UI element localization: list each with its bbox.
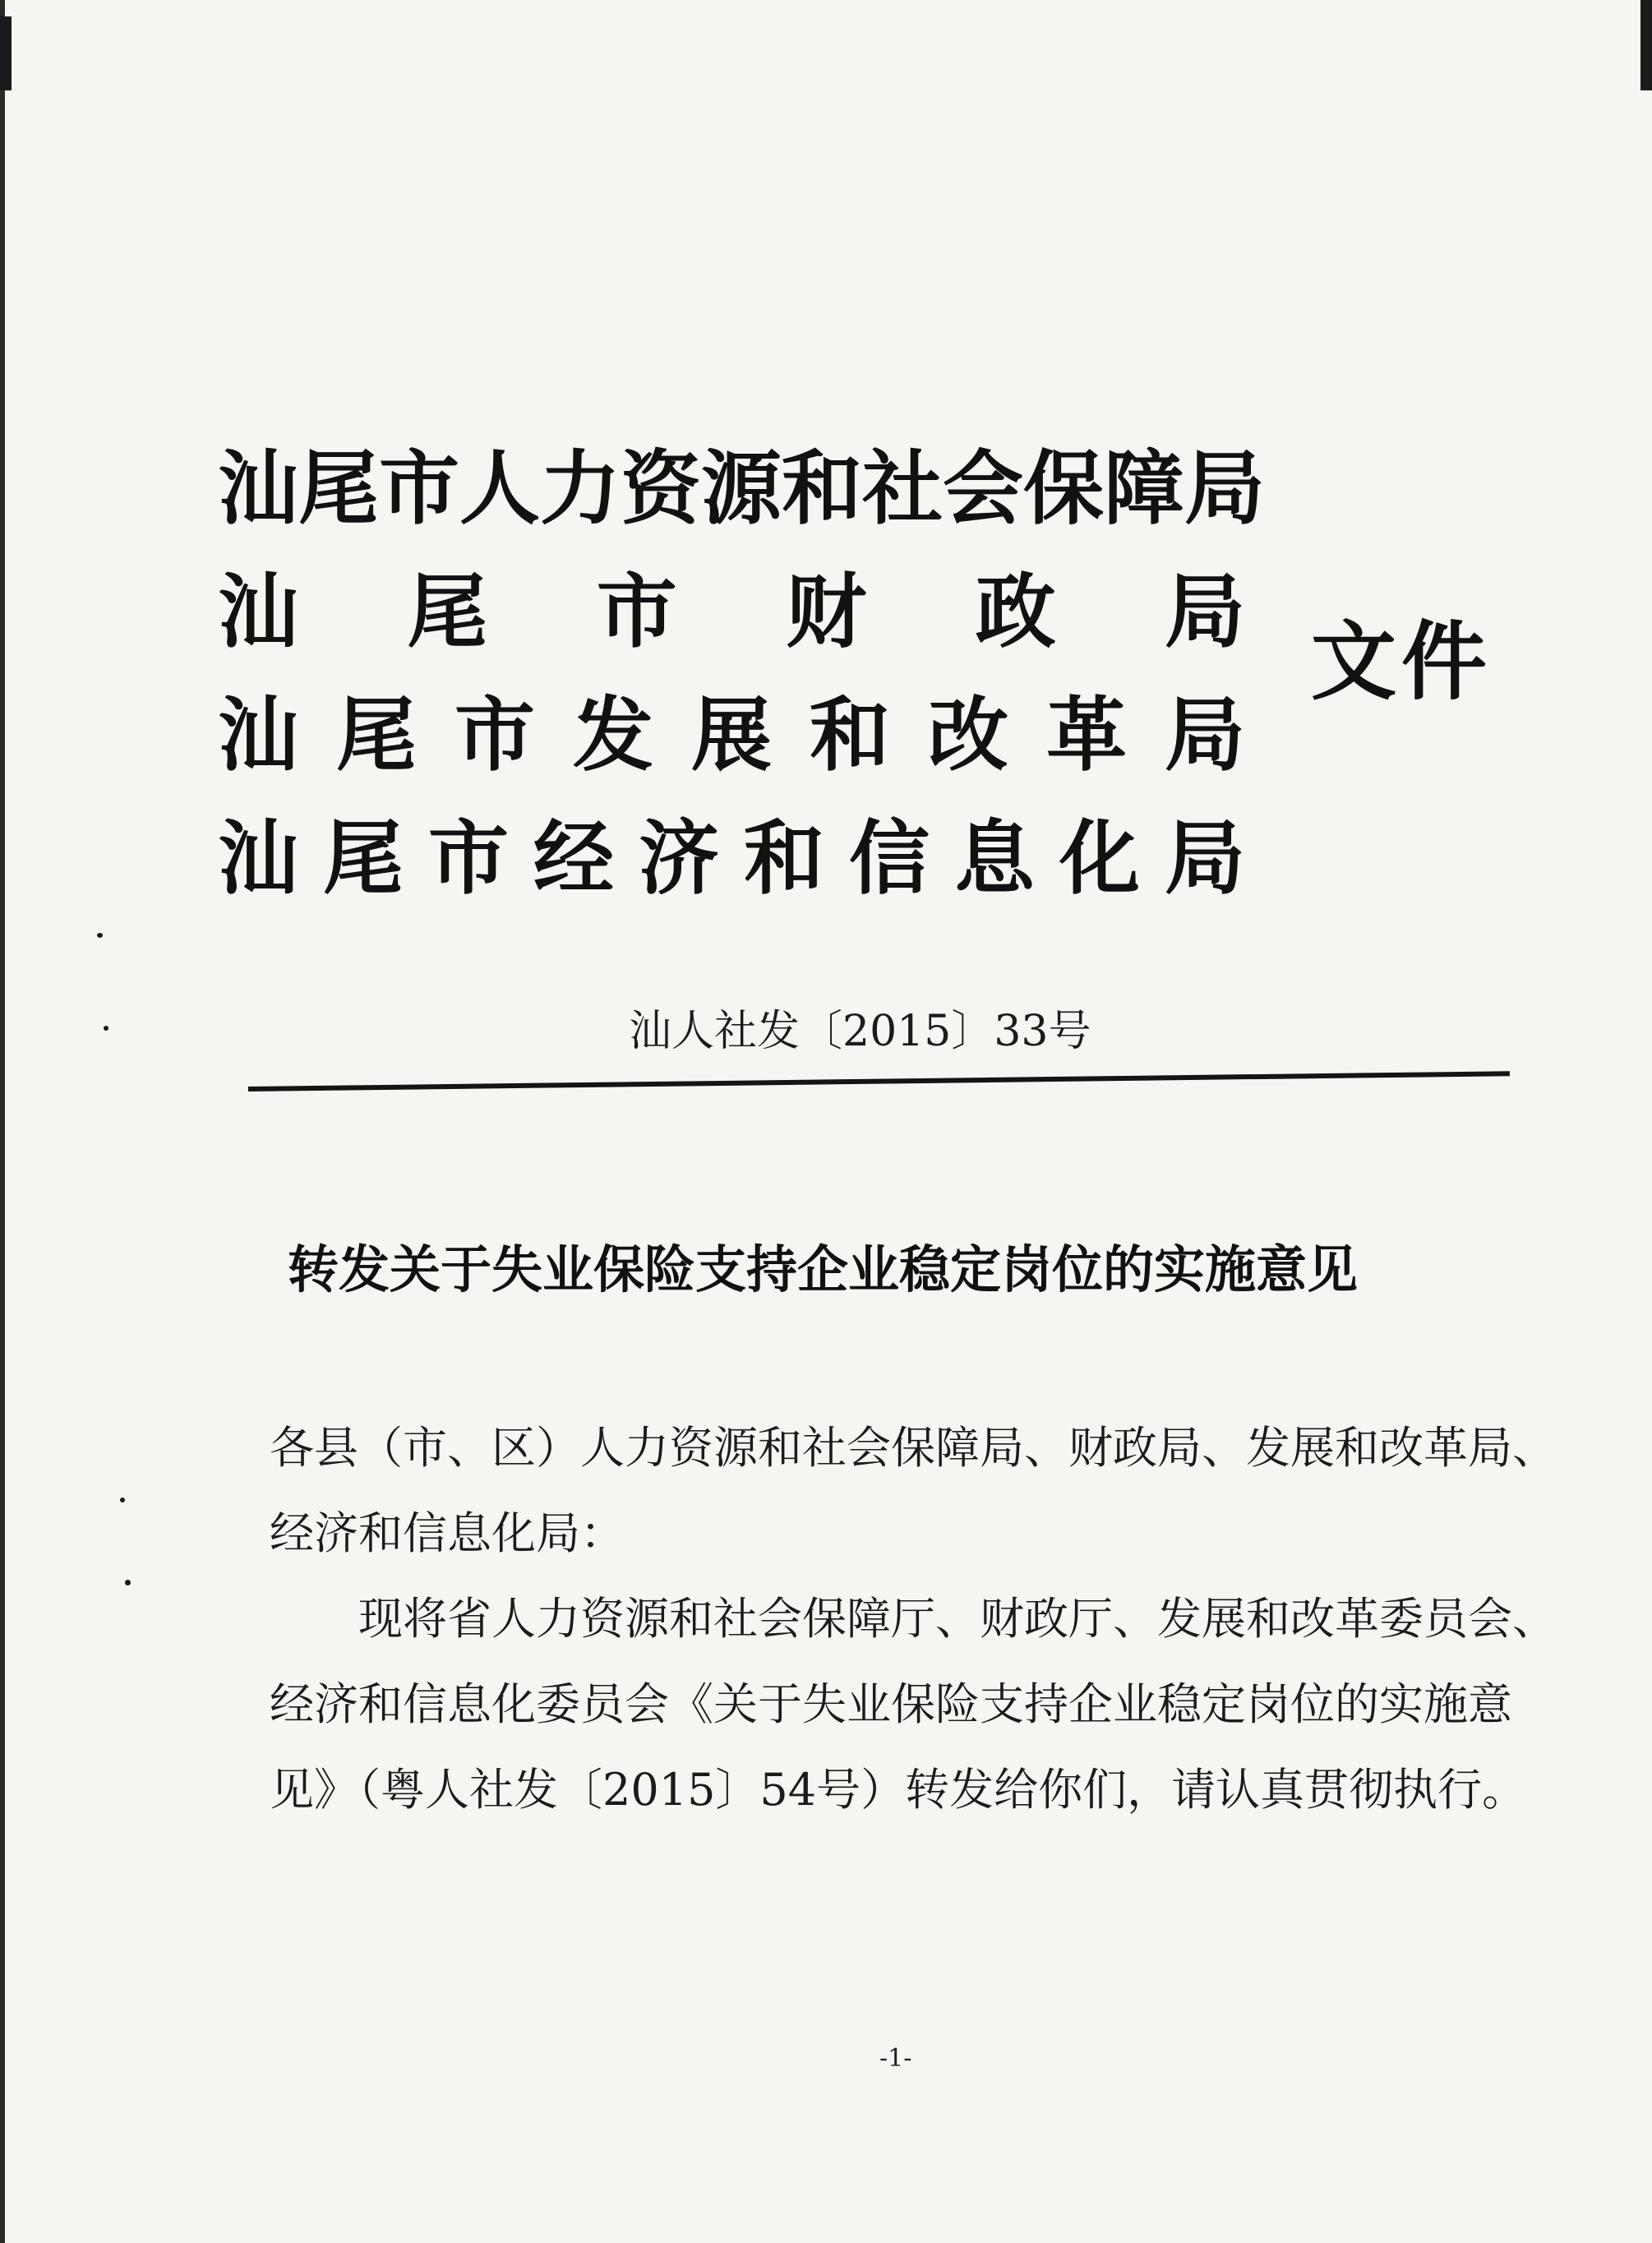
body-line: 见》（粤人社发〔2015〕54号）转发给你们，请认真贯彻执行。	[270, 1764, 1527, 1816]
issuer-finance: 汕尾市财政局	[218, 565, 1245, 659]
issuer-economy-it: 汕尾市经济和信息化局	[218, 812, 1245, 906]
document-title: 转发关于失业保险支持企业稳定岗位的实施意见	[288, 1239, 1359, 1299]
document-body	[270, 1405, 1557, 1833]
scan-speck	[125, 1580, 131, 1585]
issuing-authorities	[218, 427, 1266, 921]
document-number: 汕人社发〔2015〕33号	[629, 1007, 1091, 1056]
scan-edge-left	[0, 0, 5, 2243]
scan-speck	[97, 933, 103, 938]
body-line: 经济和信息化委员会《关于失业保险支持企业稳定岗位的实施意	[270, 1678, 1512, 1730]
issuer-development-reform: 汕尾市发展和改革局	[218, 689, 1245, 782]
body-line: 各县（市、区）人力资源和社会保障局、财政局、发展和改革局、	[270, 1422, 1557, 1474]
scan-corner-mark	[0, 16, 12, 90]
page-number: -1-	[879, 2044, 912, 2073]
scan-edge-top-right	[1640, 0, 1652, 90]
issuer-hrss: 汕尾市人力资源和社会保障局	[218, 442, 1266, 536]
document-label: 文件	[1311, 612, 1493, 712]
body-line: 经济和信息化局：	[270, 1507, 625, 1559]
header-divider	[248, 1071, 1510, 1092]
body-line: 现将省人力资源和社会保障厅、财政厅、发展和改革委员会、	[358, 1593, 1557, 1645]
scan-speck	[104, 1026, 108, 1031]
scan-speck	[120, 1498, 125, 1502]
